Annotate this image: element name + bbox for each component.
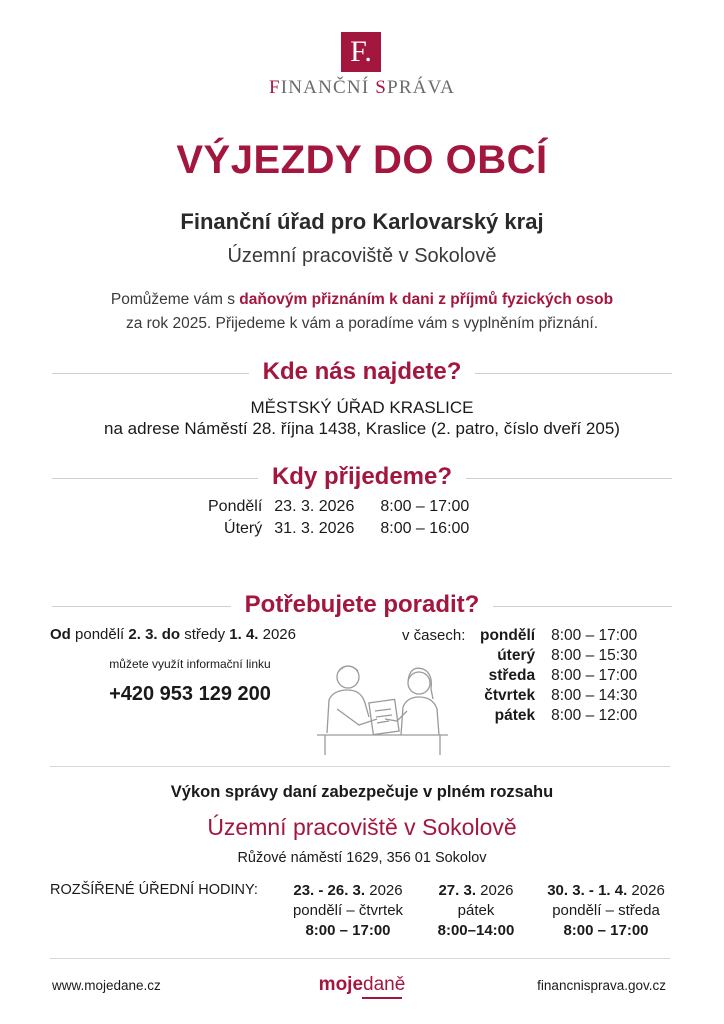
advice-from-date: 2. 3. do [128,626,181,643]
advice-year: 2026 [258,626,296,643]
office-subtitle: Územní pracoviště v Sokolově [227,245,497,267]
when-heading: Kdy přijedeme? [258,463,466,490]
logo-wordmark [0,77,724,99]
footer-link-financnisprava[interactable]: financnisprava.gov.cz [537,978,666,993]
extended-hours-time: 8:00 – 17:00 [305,922,391,939]
phone-number[interactable]: +420 953 129 200 [109,683,271,705]
where-place: MĚSTSKÝ ÚŘAD KRASLICE [250,398,474,417]
extended-hours-days: pátek [457,902,495,919]
extended-hours-year: 2026 [365,882,403,899]
schedule-day: úterý [497,647,536,664]
extended-hours-days: pondělí – středa [552,902,660,919]
visit-day: Pondělí [208,498,263,515]
logo-initial-s: S [375,77,388,98]
schedule-day: čtvrtek [484,687,536,704]
extended-hours-time: 8:00–14:00 [437,922,515,939]
schedule-time: 8:00 – 14:30 [551,687,638,704]
schedule-row [480,626,637,646]
schedule-day: pátek [494,707,536,724]
extended-hours-label: ROZŠÍŘENÉ ÚŘEDNÍ HODINY: [50,882,258,898]
schedule-time: 8:00 – 12:00 [551,707,638,724]
schedule-row [480,686,637,706]
visit-date: 23. 3. 2026 [274,498,355,515]
extended-hours-date [420,881,532,901]
brand-moje: moje [318,974,364,995]
where-address: na adrese Náměstí 28. října 1438, Kraslice (2. patro, číslo dveří 205) [104,419,620,438]
advice-heading: Potřebujete poradit? [231,591,494,618]
times-label: v časech: [402,627,466,644]
where-heading: Kde nás najdete? [249,358,476,385]
extended-hours-date-bold: 23. - 26. 3. [293,882,366,899]
office-title: Finanční úřad pro Karlovarský kraj [180,209,544,234]
intro-text [0,288,724,336]
advice-heading-wrap [0,591,724,619]
schedule-time: 8:00 – 17:00 [551,627,638,644]
logo-name-2: PRÁVA [387,77,456,98]
logo-mark: F. [341,32,381,72]
intro-line1-pre: Pomůžeme vám s [110,291,240,308]
visit-date: 31. 3. 2026 [274,520,355,537]
visit-time: 8:00 – 17:00 [380,498,470,515]
consultation-illustration-icon [315,655,450,760]
extended-hours-year: 2026 [475,882,514,899]
logo-name-1: INANČNÍ [280,77,376,98]
advice-from-day: pondělí [70,626,129,643]
extended-hours-days: pondělí – čtvrtek [292,902,404,919]
advice-to-day: středy [180,626,230,643]
visit-row [208,496,481,518]
when-heading-wrap [0,463,724,491]
visit-day: Úterý [224,520,263,537]
schedule-time: 8:00 – 15:30 [551,647,638,664]
schedule-row [480,666,637,686]
schedule-day: pondělí [480,627,536,644]
footer-link-mojedane[interactable]: www.mojedane.cz [52,978,161,993]
visit-dates-table [208,496,481,540]
extended-hours-date [534,881,678,901]
extended-hours-date-bold: 30. 3. - 1. 4. [547,882,628,899]
schedule-time: 8:00 – 17:00 [551,667,638,684]
intro-line1-bold: daňovým přiznáním k dani z příjmů fyzických osob [239,291,614,308]
extended-hours-col [278,881,418,941]
footer-divider [50,958,670,959]
visit-time: 8:00 – 16:00 [380,520,470,537]
execution-address: Růžové náměstí 1629, 356 01 Sokolov [237,850,487,866]
brand-underline [362,997,402,999]
execution-office: Územní pracoviště v Sokolově [207,814,517,840]
execution-text: Výkon správy daní zabezpečuje v plném rozsahu [170,783,554,801]
info-line-text: můžete využít informační linku [109,657,271,671]
advice-period [50,626,296,643]
extended-hours-year: 2026 [627,882,665,899]
logo-initial-f: F [268,77,281,98]
extended-hours-col [534,881,678,941]
advice-from-label: Od [50,626,71,643]
section-divider [50,766,670,767]
schedule-row [480,706,637,726]
hotline-schedule [480,626,637,726]
brand-dane: daně [363,974,406,995]
where-heading-wrap [0,358,724,386]
intro-line2: za rok 2025. Přijedeme k vám a poradíme vám s vyplněním přiznání. [125,315,599,332]
extended-hours-date [278,881,418,901]
extended-hours-col [420,881,532,941]
extended-hours-time: 8:00 – 17:00 [563,922,649,939]
extended-hours-date-bold: 27. 3. [438,882,476,899]
schedule-day: středa [488,667,536,684]
advice-to-date: 1. 4. [229,626,259,643]
schedule-row [480,646,637,666]
page-title: VÝJEZDY DO OBCÍ [176,138,548,182]
visit-row [208,518,481,540]
